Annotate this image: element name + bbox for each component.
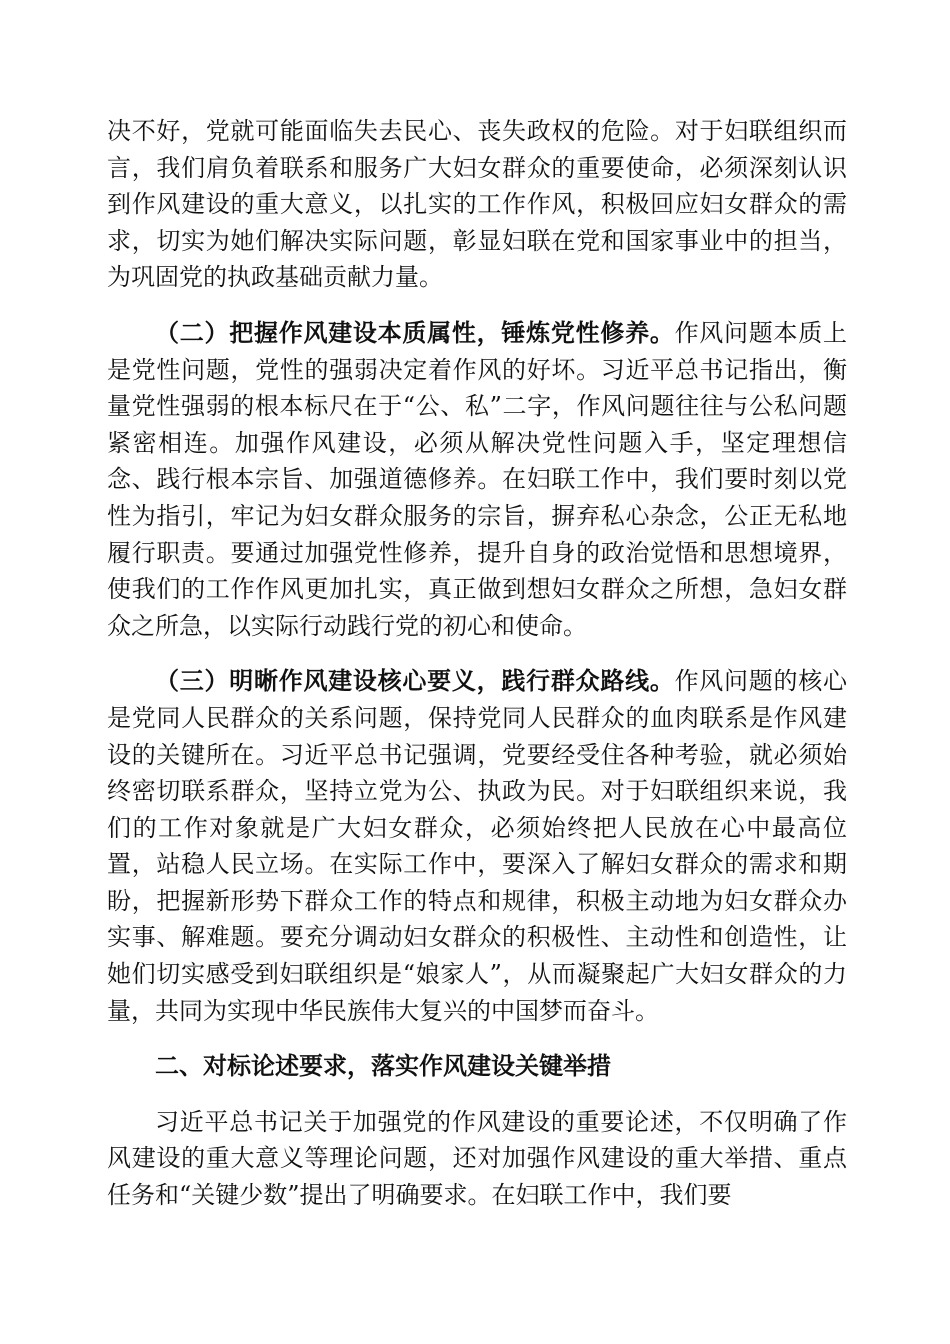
document-page xyxy=(107,113,847,1214)
paragraph-key-measures: 习近平总书记关于加强党的作风建设的重要论述，不仅明确了作风建设的重大意义等理论问题，还对加强作风建设的重大举措、重点任务和“关键少数”提出了明确要求。在妇联工作中，我们要 xyxy=(107,1107,847,1210)
section-heading-key-measures: 二、对标论述要求，落实作风建设关键举措 xyxy=(155,1052,611,1081)
paragraph-mass-line-body: 作风问题的核心是党同人民群众的关系问题，保持党同人民群众的血肉联系是作风建设的关键所在。习近平总书记强调，党要经受住各种考验，就必须始终密切联系群众，坚持立党为公、执政为民。对于妇联组织来说，我们的工作对象就是广大妇女群众，必须始终把人民放在心中最高位置，站稳人民立场。在实际工作中，要深入了解妇女群众的需求和期盼，把握新形势下群众工作的特点和规律，积极主动地为妇女群众办实事、解难题。要充分调动妇女群众的积极性、主动性和创造性，让她们切实感受到妇联组织是“娘家人”，从而凝聚起广大妇女群众的力量，共同为实现中华民族伟大复兴的中国梦而奋斗。 xyxy=(107,667,848,1025)
subheading-party-nature: （二）把握作风建设本质属性，锤炼党性修养。 xyxy=(155,318,675,347)
paragraph-party-nature-body: 作风问题本质上是党性问题，党性的强弱决定着作风的好坏。习近平总书记指出，衡量党性强弱的根本标尺在于“公、私”二字，作风问题往往与公私问题紧密相连。加强作风建设，必须从解决党性问题入手，坚定理想信念、践行根本宗旨、加强道德修养。在妇联工作中，我们要时刻以党性为指引，牢记为妇女群众服务的宗旨，摒弃私心杂念，公正无私地履行职责。要通过加强党性修养，提升自身的政治觉悟和思想境界，使我们的工作作风更加扎实，真正做到想妇女群众之所想，急妇女群众之所急，以实际行动践行党的初心和使命。 xyxy=(107,318,848,640)
paragraph-party-nature xyxy=(107,315,847,644)
paragraph-mass-line xyxy=(107,663,847,1029)
subheading-mass-line: （三）明晰作风建设核心要义，践行群众路线。 xyxy=(155,667,675,696)
paragraph-party-risk: 决不好，党就可能面临失去民心、丧失政权的危险。对于妇联组织而言，我们肩负着联系和服务广大妇女群众的重要使命，必须深刻认识到作风建设的重大意义，以扎实的工作作风，积极回应妇女群众的需求，切实为她们解决实际问题，彰显妇联在党和国家事业中的担当，为巩固党的执政基础贡献力量。 xyxy=(107,117,847,292)
